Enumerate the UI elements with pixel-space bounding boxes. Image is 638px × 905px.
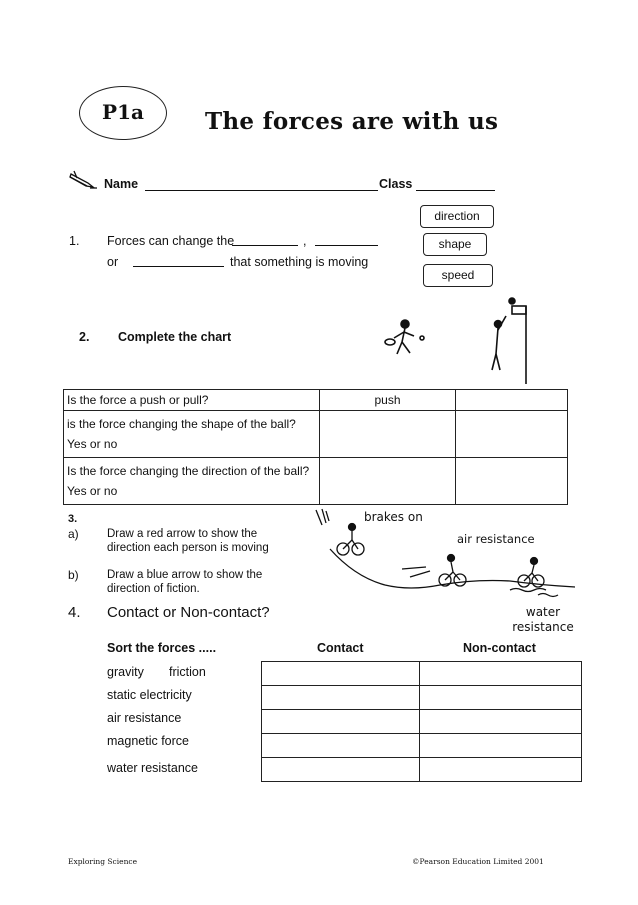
unit-code: P1a	[102, 100, 144, 124]
q3b-text: Draw a blue arrow to show the direction of fiction.	[107, 569, 263, 595]
force-item-static-electricity: static electricity	[107, 688, 192, 702]
noncontact-column-header: Non-contact	[463, 641, 536, 655]
q1-number: 1.	[69, 234, 80, 248]
q3a-label: a)	[68, 527, 79, 541]
chart-row	[64, 390, 568, 411]
q1-blank-1[interactable]	[232, 245, 298, 246]
basketball-player-illustration	[484, 296, 532, 386]
force-item-gravity: gravity	[107, 665, 144, 679]
contact-cell[interactable]	[262, 710, 420, 734]
noncontact-cell[interactable]	[420, 710, 582, 734]
footer-right: ©Pearson Education Limited 2001	[412, 857, 544, 866]
chart-answer-cell[interactable]	[456, 411, 568, 458]
q2-heading: Complete the chart	[118, 330, 232, 344]
noncontact-cell[interactable]	[420, 734, 582, 758]
chart-answer-cell[interactable]	[320, 411, 456, 458]
force-item-friction: friction	[169, 665, 206, 679]
q4-heading: Contact or Non-contact?	[107, 604, 270, 621]
noncontact-cell[interactable]	[420, 758, 582, 782]
chart-question: is the force changing the shape of the ball? Yes or no	[64, 411, 320, 458]
class-field[interactable]	[416, 190, 495, 191]
q4-sort-label: Sort the forces .....	[107, 641, 217, 655]
sort-row	[262, 710, 582, 734]
q1-blank-2[interactable]	[315, 245, 378, 246]
sort-row	[262, 758, 582, 782]
contact-cell[interactable]	[262, 758, 420, 782]
chart-row	[64, 458, 568, 505]
chart-answer-cell[interactable]	[456, 390, 568, 411]
chart-answer-cell[interactable]	[456, 458, 568, 505]
word-bank-shape: shape	[423, 233, 487, 256]
sort-row	[262, 662, 582, 686]
contact-column-header: Contact	[317, 641, 364, 655]
force-item-magnetic-force: magnetic force	[107, 734, 189, 748]
q1-line1-text: Forces can change the	[107, 234, 235, 248]
q3-number: 3.	[68, 513, 78, 525]
pencil-icon	[68, 168, 98, 190]
tennis-player-illustration	[380, 318, 430, 362]
air-resistance-label: air resistance	[457, 532, 535, 546]
noncontact-cell[interactable]	[420, 686, 582, 710]
q3a-text: Draw a red arrow to show the direction each person is moving	[107, 528, 269, 554]
sort-row	[262, 734, 582, 758]
contact-cell[interactable]	[262, 734, 420, 758]
sort-row	[262, 686, 582, 710]
brakes-on-label: brakes on	[364, 510, 423, 524]
chart-question: Is the force a push or pull?	[64, 390, 320, 411]
water-resistance-label: water resistance	[512, 605, 574, 634]
sort-table	[261, 661, 582, 782]
noncontact-cell[interactable]	[420, 662, 582, 686]
q4-number: 4.	[68, 604, 81, 621]
force-chart	[63, 389, 568, 505]
contact-cell[interactable]	[262, 686, 420, 710]
chart-question: Is the force changing the direction of the ball? Yes or no	[64, 458, 320, 505]
force-item-air-resistance: air resistance	[107, 711, 182, 725]
q3b-label: b)	[68, 568, 79, 582]
contact-cell[interactable]	[262, 662, 420, 686]
footer-left: Exploring Science	[68, 857, 138, 866]
cycling-illustration	[310, 505, 582, 605]
word-bank-direction: direction	[420, 205, 494, 228]
q1-blank-3[interactable]	[133, 266, 224, 267]
name-label: Name	[104, 177, 139, 191]
force-item-water-resistance: water resistance	[107, 761, 199, 775]
q1-line2-text: that something is moving	[230, 255, 369, 269]
page-title: The forces are with us	[205, 108, 499, 135]
chart-answer-cell[interactable]: push	[320, 390, 456, 411]
name-field[interactable]	[145, 190, 378, 191]
q1-comma: ,	[303, 234, 307, 248]
q2-number: 2.	[79, 330, 90, 344]
chart-answer-cell[interactable]	[320, 458, 456, 505]
chart-row	[64, 411, 568, 458]
class-label: Class	[379, 177, 413, 191]
word-bank-speed: speed	[423, 264, 493, 287]
q1-line2-or: or	[107, 255, 119, 269]
